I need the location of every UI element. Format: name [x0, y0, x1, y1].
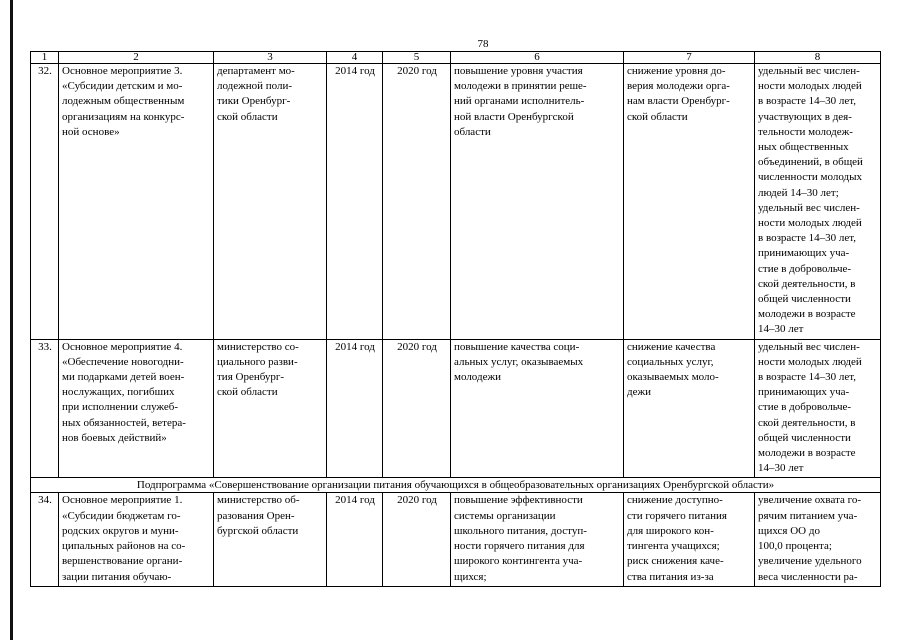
related-indicator: удельный вес числен- ности молодых людей в возрасте 14–30 лет, участвующих в дея- тельности молодеж- ных общественных объединений, в общей численности молодых людей 14–30 лет; удельный вес числен- ности молодых людей в возрасте 14–30 лет, принимающих уча- стие в добровольче- ской деятельности, в общей численности молодежи в возрасте 14–30 лет	[755, 64, 881, 340]
event-name: Основное мероприятие 3. «Субсидии детским и мо- лодежным общественным организациям на конкурс- ной основе»	[59, 64, 214, 340]
start-year: 2014 год	[327, 493, 383, 586]
expected-result: повышение качества соци- альных услуг, оказываемых молодежи	[451, 339, 624, 478]
event-name: Основное мероприятие 1. «Субсидии бюджетам го- родских округов и муни- ципальных районов на со- вершенствование органи- зации питания обучаю-	[59, 493, 214, 586]
row-number: 34.	[31, 493, 59, 586]
row-number: 33.	[31, 339, 59, 478]
column-number-header: 1	[31, 52, 59, 64]
non-implementation-consequence: снижение качества социальных услуг, оказываемых моло- дежи	[624, 339, 755, 478]
table-row	[31, 339, 881, 478]
related-indicator: удельный вес числен- ности молодых людей в возрасте 14–30 лет, принимающих уча- стие в добровольче- ской деятельности, в общей численности молодежи в возрасте 14–30 лет	[755, 339, 881, 478]
column-number-header: 5	[383, 52, 451, 64]
start-year: 2014 год	[327, 64, 383, 340]
end-year: 2020 год	[383, 493, 451, 586]
subprogram-row	[31, 478, 881, 493]
executor: министерство со- циального разви- тия Оренбург- ской области	[214, 339, 327, 478]
column-number-header: 4	[327, 52, 383, 64]
related-indicator: увеличение охвата го- рячим питанием уча- щихся ОО до 100,0 процента; увеличение удельного веса численности ра-	[755, 493, 881, 586]
table-row	[31, 493, 881, 586]
executor: министерство об- разования Орен- бургской области	[214, 493, 327, 586]
start-year: 2014 год	[327, 339, 383, 478]
page-left-border	[10, 0, 13, 640]
column-number-header: 2	[59, 52, 214, 64]
end-year: 2020 год	[383, 64, 451, 340]
expected-result: повышение эффективности системы организации школьного питания, доступ- ности горячего питания для широкого контингента уча- щихся;	[451, 493, 624, 586]
event-name: Основное мероприятие 4. «Обеспечение новогодни- ми подарками детей воен- нослужащих, погибших при исполнении служеб- ных обязанностей, ветера- нов боевых действий»	[59, 339, 214, 478]
non-implementation-consequence: снижение доступно- сти горячего питания для широкого кон- тингента учащихся; риск снижения каче- ства питания из-за	[624, 493, 755, 586]
column-number-header: 6	[451, 52, 624, 64]
column-number-header: 7	[624, 52, 755, 64]
measures-table	[30, 51, 881, 587]
row-number: 32.	[31, 64, 59, 340]
column-number-header: 3	[214, 52, 327, 64]
executor: департамент мо- лодежной поли- тики Оренбург- ской области	[214, 64, 327, 340]
non-implementation-consequence: снижение уровня до- верия молодежи орга- нам власти Оренбург- ской области	[624, 64, 755, 340]
expected-result: повышение уровня участия молодежи в принятии реше- ний органами исполнитель- ной власти Оренбургской области	[451, 64, 624, 340]
end-year: 2020 год	[383, 339, 451, 478]
table-row	[31, 64, 881, 340]
column-number-row	[31, 52, 881, 64]
subprogram-title: Подпрограмма «Совершенствование организации питания обучающихся в общеобразовательных организациях Оренбургской области»	[31, 478, 881, 493]
column-number-header: 8	[755, 52, 881, 64]
page-number: 78	[477, 38, 489, 50]
